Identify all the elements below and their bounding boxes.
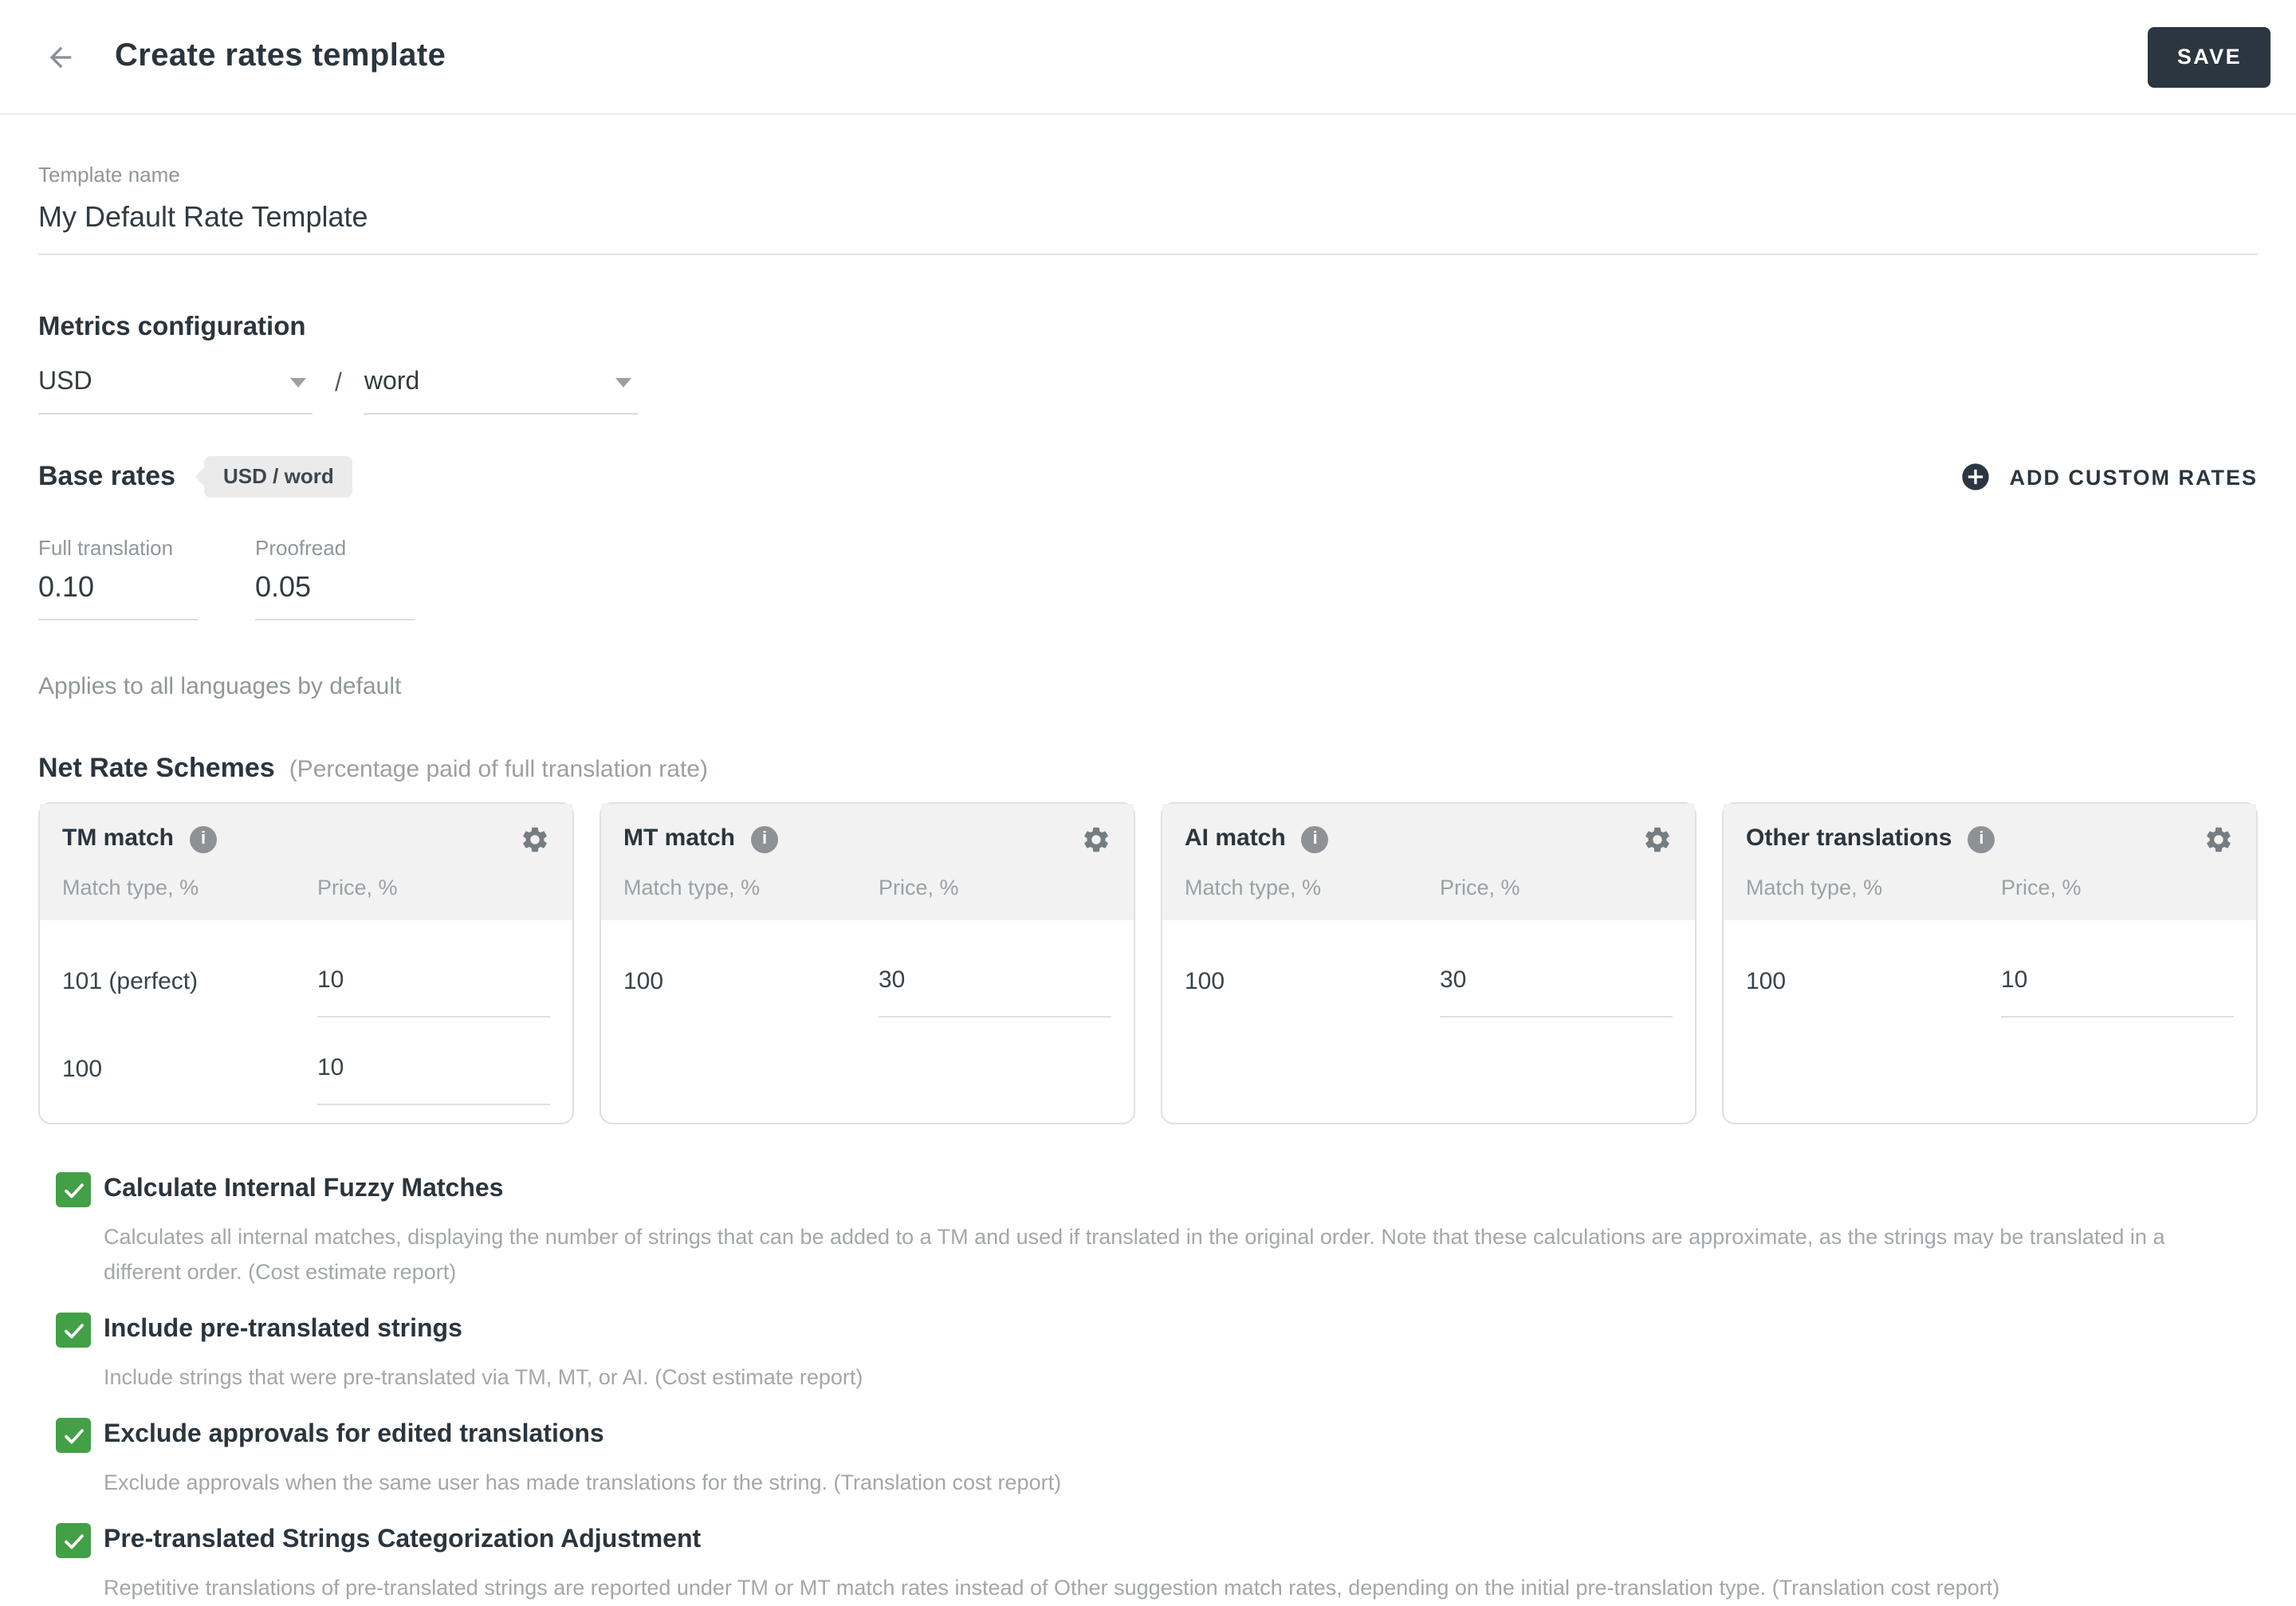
template-name-group bbox=[38, 163, 2258, 255]
full-translation-label: Full translation bbox=[38, 536, 174, 560]
gear-icon[interactable] bbox=[518, 823, 550, 855]
match-type-column-header: Match type, % bbox=[62, 876, 199, 899]
base-rates-heading: Base rates bbox=[38, 461, 176, 491]
card-title: TM match bbox=[62, 825, 175, 852]
match-type-value: 100 bbox=[1185, 968, 1225, 995]
base-rates-note: Applies to all languages by default bbox=[38, 673, 402, 700]
proofread-field bbox=[255, 536, 415, 620]
price-column-header: Price, % bbox=[317, 876, 398, 899]
option-description: Include strings that were pre-translated via TM, MT, or AI. (Cost estimate report) bbox=[104, 1365, 863, 1389]
options-list bbox=[38, 1172, 2258, 1606]
rate-row bbox=[62, 1053, 550, 1105]
full-translation-input[interactable] bbox=[38, 568, 198, 620]
checkbox-checked[interactable] bbox=[56, 1313, 91, 1348]
proofread-label: Proofread bbox=[255, 536, 347, 560]
currency-value: USD bbox=[38, 368, 92, 396]
match-type-column-header: Match type, % bbox=[623, 876, 761, 899]
price-column-header: Price, % bbox=[1440, 876, 1520, 899]
checkbox-checked[interactable] bbox=[56, 1523, 91, 1558]
option-description: Repetitive translations of pre-translated strings are reported under TM or MT match rates instead of Other suggestion match rates, depending on the initial pre-translation type. (Translation cost report) bbox=[104, 1576, 2000, 1600]
option-label: Calculate Internal Fuzzy Matches bbox=[104, 1175, 504, 1203]
price-input[interactable] bbox=[317, 1053, 550, 1105]
card-other-translations bbox=[1722, 802, 2258, 1124]
plus-circle-icon bbox=[1960, 461, 1991, 493]
gear-icon[interactable] bbox=[2202, 823, 2234, 855]
add-custom-rates-button[interactable] bbox=[1960, 461, 2258, 493]
currency-select[interactable] bbox=[38, 367, 313, 415]
full-translation-field bbox=[38, 536, 198, 620]
match-type-value: 100 bbox=[1746, 968, 1787, 995]
card-title: Other translations bbox=[1746, 825, 1952, 852]
option-calculate-internal-fuzzy-matches bbox=[56, 1172, 2258, 1290]
net-rate-schemes-heading-row bbox=[38, 751, 2258, 786]
base-rates-row bbox=[38, 456, 2258, 498]
template-name-label: Template name bbox=[38, 163, 180, 187]
unit-value: word bbox=[364, 368, 420, 396]
match-type-value: 100 bbox=[62, 1056, 103, 1083]
card-header bbox=[1724, 804, 2256, 920]
card-header bbox=[40, 804, 572, 920]
card-body bbox=[1162, 920, 1695, 1018]
option-label: Include pre-translated strings bbox=[104, 1316, 462, 1343]
checkbox-checked[interactable] bbox=[56, 1418, 91, 1453]
back-button[interactable] bbox=[38, 34, 83, 79]
price-input[interactable] bbox=[317, 965, 550, 1018]
gear-icon[interactable] bbox=[1641, 823, 1673, 855]
info-icon[interactable]: i bbox=[1302, 825, 1329, 852]
page-content bbox=[0, 163, 2296, 1606]
rate-row bbox=[623, 965, 1111, 1018]
option-description: Calculates all internal matches, displaying the number of strings that can be added to a TM and used if translated in the original order. Note that these calculations are approximate, as the strings may be translated in a different order. (Cost estimate report) bbox=[104, 1225, 2165, 1284]
checkbox-checked[interactable] bbox=[56, 1172, 91, 1207]
card-body bbox=[40, 920, 572, 1105]
card-header bbox=[601, 804, 1134, 920]
top-bar bbox=[0, 0, 2296, 115]
rate-scheme-cards bbox=[38, 802, 2258, 1124]
match-type-column-header: Match type, % bbox=[1185, 876, 1322, 899]
rate-row bbox=[1746, 965, 2234, 1018]
gear-icon[interactable] bbox=[1079, 823, 1111, 855]
card-tm-match bbox=[38, 802, 574, 1124]
net-rate-schemes-heading: Net Rate Schemes bbox=[38, 753, 275, 783]
card-title: AI match bbox=[1185, 825, 1286, 852]
card-body bbox=[601, 920, 1134, 1018]
metrics-row bbox=[38, 367, 2258, 415]
price-input[interactable] bbox=[2001, 965, 2234, 1018]
base-rate-fields bbox=[38, 536, 2258, 620]
caret-down-icon bbox=[616, 378, 632, 388]
metrics-heading: Metrics configuration bbox=[38, 313, 306, 341]
match-type-value: 101 (perfect) bbox=[62, 968, 199, 995]
arrow-left-icon bbox=[45, 41, 77, 73]
info-icon[interactable]: i bbox=[1968, 825, 1995, 852]
match-type-column-header: Match type, % bbox=[1746, 876, 1883, 899]
price-input[interactable] bbox=[879, 965, 1111, 1018]
unit-select[interactable] bbox=[364, 367, 639, 415]
proofread-input[interactable] bbox=[255, 568, 415, 620]
info-icon[interactable]: i bbox=[751, 825, 778, 852]
option-exclude-approvals bbox=[56, 1418, 2258, 1501]
card-body bbox=[1724, 920, 2256, 1018]
option-include-pre-translated-strings bbox=[56, 1313, 2258, 1395]
card-header bbox=[1162, 804, 1695, 920]
match-type-value: 100 bbox=[623, 968, 664, 995]
price-column-header: Price, % bbox=[879, 876, 959, 899]
option-pretranslated-categorization-adjustment bbox=[56, 1523, 2258, 1606]
metrics-separator: / bbox=[335, 370, 342, 397]
rate-row bbox=[62, 965, 550, 1018]
card-ai-match bbox=[1161, 802, 1696, 1124]
add-custom-rates-label: ADD CUSTOM RATES bbox=[2009, 465, 2258, 489]
price-column-header: Price, % bbox=[2001, 876, 2082, 899]
price-input[interactable] bbox=[1440, 965, 1673, 1018]
template-name-input[interactable] bbox=[38, 198, 2258, 255]
currency-unit-badge: USD / word bbox=[204, 456, 353, 498]
page-title: Create rates template bbox=[115, 38, 446, 73]
rate-row bbox=[1185, 965, 1673, 1018]
info-icon[interactable]: i bbox=[190, 825, 217, 852]
save-button[interactable]: SAVE bbox=[2149, 26, 2270, 87]
card-mt-match bbox=[600, 802, 1135, 1124]
net-rate-schemes-subheading: (Percentage paid of full translation rate) bbox=[289, 756, 708, 783]
option-label: Exclude approvals for edited translations bbox=[104, 1421, 604, 1448]
caret-down-icon bbox=[290, 378, 306, 388]
option-description: Exclude approvals when the same user has made translations for the string. (Translation cost report) bbox=[104, 1470, 1062, 1494]
card-title: MT match bbox=[623, 825, 736, 852]
option-label: Pre-translated Strings Categorization Adjustment bbox=[104, 1526, 702, 1553]
